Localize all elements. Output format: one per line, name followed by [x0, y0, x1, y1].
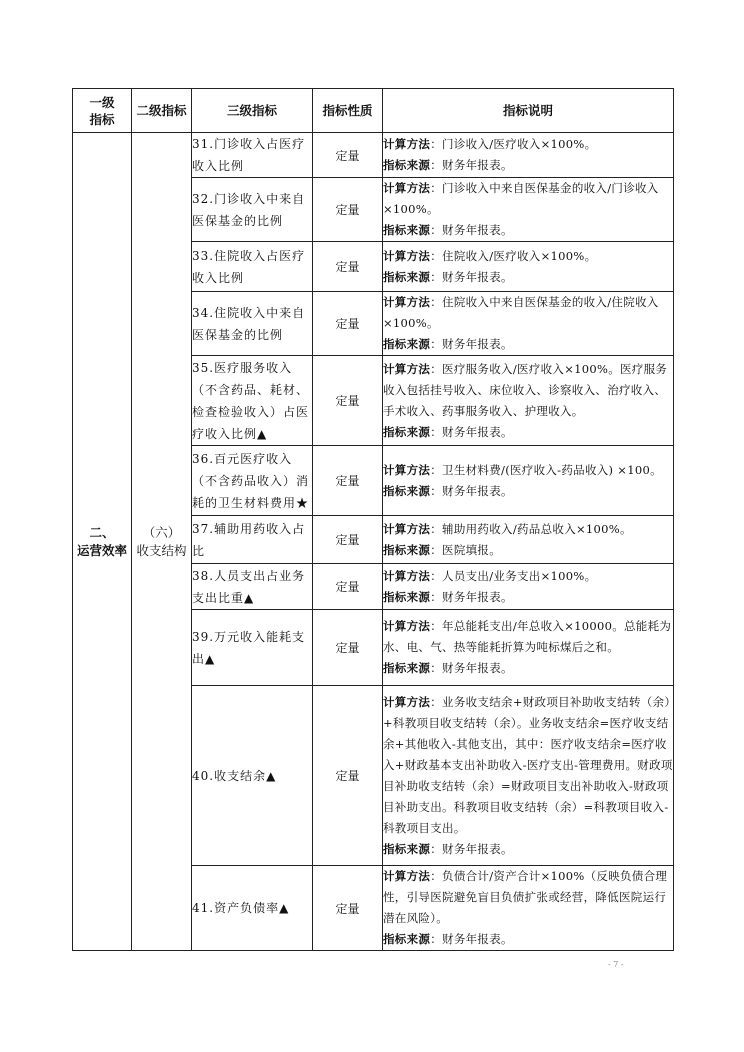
indicator-nature: 定量 [313, 356, 383, 446]
calc-method-label: 计算方法 [383, 361, 431, 376]
indicator-nature: 定量 [313, 610, 383, 686]
source-text: 医院填报。 [442, 542, 502, 557]
indicator-nature: 定量 [313, 446, 383, 516]
source-text: 财务年报表。 [442, 589, 513, 604]
indicator-description [383, 242, 674, 292]
calc-method-label: 计算方法 [383, 137, 431, 151]
indicator-description [383, 564, 674, 610]
indicator-description [383, 516, 674, 564]
calc-method: 计算方法：住院收入中来自医保基金的收入/住院收入×100%。 [383, 295, 659, 330]
indicator-source: 指标来源：财务年报表。 [383, 661, 513, 675]
source-label: 指标来源 [383, 269, 431, 284]
level3-indicator: 33.住院收入占医疗收入比例 [192, 242, 313, 292]
level3-indicator: 31.门诊收入占医疗收入比例 [192, 133, 313, 178]
header-level2: 二级指标 [132, 89, 192, 133]
calc-method-label: 计算方法 [383, 462, 431, 477]
indicator-nature: 定量 [313, 516, 383, 564]
indicator-description [383, 686, 674, 866]
source-label: 指标来源 [383, 483, 431, 498]
source-label: 指标来源 [383, 158, 431, 172]
level3-indicator: 40.收支结余▲ [192, 686, 313, 866]
indicator-description [383, 866, 674, 951]
calc-method-text: 辅助用药收入/药品总收入×100%。 [442, 521, 632, 536]
source-label: 指标来源 [383, 223, 431, 237]
indicator-source: 指标来源：财务年报表。 [383, 337, 513, 351]
calc-method: 计算方法：住院收入/医疗收入×100%。 [383, 248, 597, 263]
calc-method: 计算方法：人员支出/业务支出×100%。 [383, 568, 597, 583]
indicator-nature: 定量 [313, 866, 383, 951]
calc-method: 计算方法：辅助用药收入/药品总收入×100%。 [383, 521, 632, 536]
calc-method-text: 卫生材料费/(医疗收入-药品收入) ×100。 [442, 462, 662, 477]
indicator-nature: 定量 [313, 564, 383, 610]
indicator-description [383, 610, 674, 686]
table-header-row [73, 89, 674, 133]
indicator-nature: 定量 [313, 178, 383, 242]
level1-indicator: 二、 运营效率 [73, 133, 132, 951]
header-level1: 一级 指标 [73, 89, 132, 133]
indicator-description [383, 292, 674, 356]
calc-method: 计算方法：年总能耗支出/年总收入×10000。总能耗为水、电、气、热等能耗折算为吨标煤后之和。 [383, 619, 672, 654]
page-number: - 7 - [608, 960, 624, 969]
calc-method: 计算方法：门诊收入中来自医保基金的收入/门诊收入×100%。 [383, 181, 659, 216]
level3-indicator: 37.辅助用药收入占比 [192, 516, 313, 564]
calc-method: 计算方法：医疗服务收入/医疗收入×100%。医疗服务收入包括挂号收入、床位收入、诊察收入、治疗收入、手术收入、药事服务收入、护理收入。 [383, 361, 668, 418]
calc-method-text: 门诊收入中来自医保基金的收入/门诊收入×100%。 [383, 181, 659, 216]
calc-method-text: 年总能耗支出/年总收入×10000。总能耗为水、电、气、热等能耗折算为吨标煤后之和。 [383, 619, 672, 654]
calc-method-label: 计算方法 [383, 295, 431, 309]
level3-indicator: 38.人员支出占业务支出比重▲ [192, 564, 313, 610]
indicator-source: 指标来源：财务年报表。 [383, 158, 513, 172]
source-label: 指标来源 [383, 661, 431, 675]
header-level3: 三级指标 [192, 89, 313, 133]
calc-method-label: 计算方法 [383, 521, 431, 536]
source-text: 财务年报表。 [442, 932, 513, 946]
calc-method-text: 人员支出/业务支出×100%。 [442, 568, 597, 583]
indicator-nature: 定量 [313, 242, 383, 292]
source-label: 指标来源 [383, 337, 431, 351]
source-label: 指标来源 [383, 932, 431, 946]
source-label: 指标来源 [383, 424, 431, 439]
calc-method-text: 住院收入中来自医保基金的收入/住院收入×100%。 [383, 295, 659, 330]
calc-method-text: 负债合计/资产合计×100%（反映负债合理性，引导医院避免盲目负债扩张或经营，降低医院运行潜在风险）。 [383, 869, 668, 925]
indicator-description [383, 133, 674, 178]
indicator-description [383, 178, 674, 242]
calc-method: 计算方法：业务收支结余+财政项目补助收支结转（余）+科教项目收支结转（余）。业务收支结余=医疗收支结余+其他收入-其他支出，其中：医疗收支结余=医疗收入+财政基本支出补助收入-医疗支出-管理费用。财政项目补助收支结转（余）=财政项目支出补助收入-财政项目补助支出。科教项目收支结转（余）=科教项目收入-科教项目支出。 [383, 694, 673, 835]
source-text: 财务年报表。 [442, 269, 513, 284]
calc-method-label: 计算方法 [383, 869, 431, 883]
source-text: 财务年报表。 [442, 661, 513, 675]
indicator-nature: 定量 [313, 686, 383, 866]
indicator-source: 指标来源：财务年报表。 [383, 269, 513, 284]
calc-method-label: 计算方法 [383, 181, 431, 195]
indicator-source: 指标来源：财务年报表。 [383, 223, 513, 237]
calc-method-label: 计算方法 [383, 248, 431, 263]
indicator-source: 指标来源：财务年报表。 [383, 589, 513, 604]
indicator-nature: 定量 [313, 133, 383, 178]
indicator-nature: 定量 [313, 292, 383, 356]
indicator-table [72, 88, 674, 951]
source-label: 指标来源 [383, 841, 431, 856]
indicator-source: 指标来源：财务年报表。 [383, 841, 513, 856]
level3-indicator: 35.医疗服务收入（不含药品、耗材、检查检验收入）占医疗收入比例▲ [192, 356, 313, 446]
calc-method: 计算方法：门诊收入/医疗收入×100%。 [383, 137, 597, 151]
source-text: 财务年报表。 [442, 337, 513, 351]
calc-method-label: 计算方法 [383, 694, 431, 709]
indicator-source: 指标来源：医院填报。 [383, 542, 502, 557]
level3-indicator: 34.住院收入中来自医保基金的比例 [192, 292, 313, 356]
level3-indicator: 41.资产负债率▲ [192, 866, 313, 951]
indicator-source: 指标来源：财务年报表。 [383, 483, 513, 498]
source-text: 财务年报表。 [442, 158, 513, 172]
source-text: 财务年报表。 [442, 483, 513, 498]
calc-method-text: 住院收入/医疗收入×100%。 [442, 248, 597, 263]
calc-method-label: 计算方法 [383, 619, 431, 633]
calc-method-text: 门诊收入/医疗收入×100%。 [442, 137, 597, 151]
indicator-source: 指标来源：财务年报表。 [383, 424, 513, 439]
level3-indicator: 32.门诊收入中来自医保基金的比例 [192, 178, 313, 242]
level3-indicator: 36.百元医疗收入（不含药品收入）消耗的卫生材料费用★ [192, 446, 313, 516]
calc-method-label: 计算方法 [383, 568, 431, 583]
level3-indicator: 39.万元收入能耗支出▲ [192, 610, 313, 686]
source-text: 财务年报表。 [442, 223, 513, 237]
header-description: 指标说明 [383, 89, 674, 133]
calc-method: 计算方法：负债合计/资产合计×100%（反映负债合理性，引导医院避免盲目负债扩张或经营，降低医院运行潜在风险）。 [383, 869, 668, 925]
calc-method-text: 业务收支结余+财政项目补助收支结转（余）+科教项目收支结转（余）。业务收支结余=医疗收支结余+其他收入-其他支出，其中：医疗收支结余=医疗收入+财政基本支出补助收入-医疗支出-管理费用。财政项目补助收支结转（余）=财政项目支出补助收入-财政项目补助支出。科教项目收支结转（余）=科教项目收入-科教项目支出。 [383, 694, 673, 835]
table-row [73, 133, 674, 178]
source-text: 财务年报表。 [442, 424, 513, 439]
source-label: 指标来源 [383, 589, 431, 604]
calc-method: 计算方法：卫生材料费/(医疗收入-药品收入) ×100。 [383, 462, 662, 477]
header-nature: 指标性质 [313, 89, 383, 133]
indicator-description [383, 446, 674, 516]
level2-indicator: （六） 收支结构 [132, 133, 192, 951]
indicator-source: 指标来源：财务年报表。 [383, 932, 513, 946]
calc-method-text: 医疗服务收入/医疗收入×100%。医疗服务收入包括挂号收入、床位收入、诊察收入、治疗收入、手术收入、药事服务收入、护理收入。 [383, 361, 668, 418]
source-text: 财务年报表。 [442, 841, 513, 856]
source-label: 指标来源 [383, 542, 431, 557]
indicator-description [383, 356, 674, 446]
